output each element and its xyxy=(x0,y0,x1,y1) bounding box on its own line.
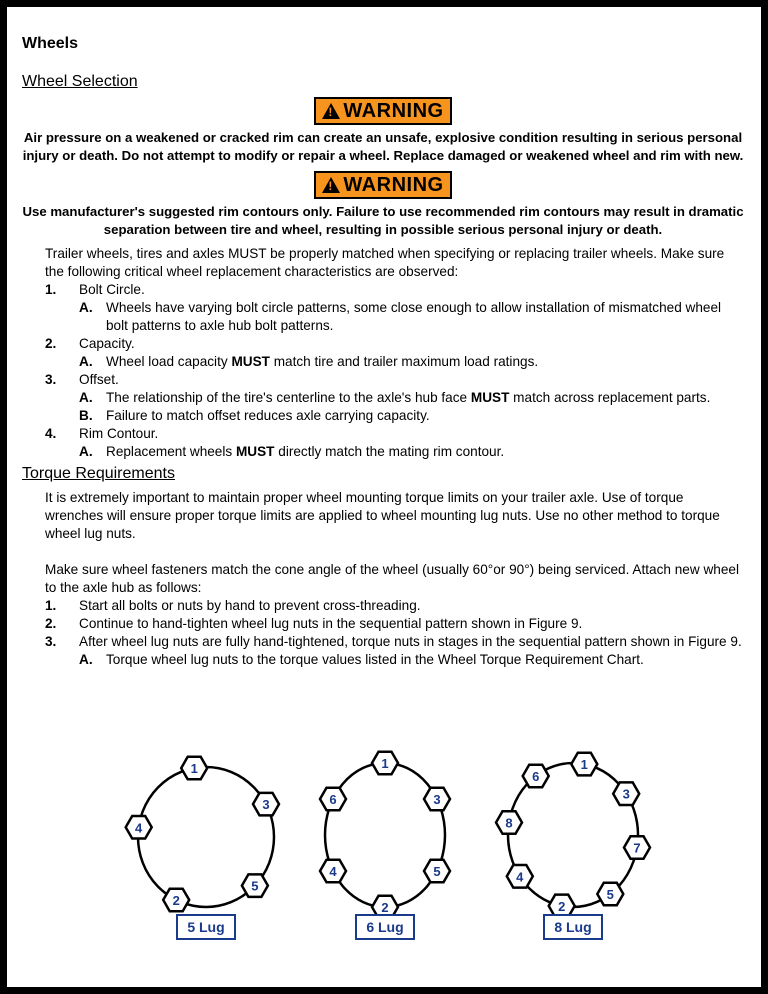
torque-step: 1. Start all bolts or nuts by hand to prevent cross-threading. xyxy=(45,598,421,613)
lug-pattern-diagrams xyxy=(7,747,761,987)
warning-text-1: Air pressure on a weakened or cracked rim can create an unsafe, explosive condition resulting in serious personal injury or death. Do not attempt to modify or repair a wheel. Replace damaged or weakened wheel and rim with new. xyxy=(22,130,744,163)
page xyxy=(7,7,761,987)
section-heading-wheel-selection: Wheel Selection xyxy=(22,73,138,90)
list-subitem: B. Failure to match offset reduces axle carrying capacity. xyxy=(79,408,430,423)
torque-step: 3. After wheel lug nuts are fully hand-tightened, torque nuts in stages in the sequential pattern shown in Figure 9. xyxy=(45,634,742,649)
lug-nut-number: 5 xyxy=(251,878,259,894)
lug-nut-number: 8 xyxy=(505,815,513,831)
content xyxy=(22,35,744,669)
lug-nut-number: 3 xyxy=(262,797,270,813)
lug-nut-number: 7 xyxy=(633,840,641,856)
lug-nut-number: 3 xyxy=(622,786,630,802)
list-subitem: A. Wheel load capacity MUST match tire and trailer maximum load ratings. xyxy=(79,354,539,369)
list-text: Capacity. xyxy=(79,336,135,351)
lug-nut-number: 6 xyxy=(329,792,337,807)
list-subitem: A. Wheels have varying bolt circle patterns, some close enough to allow installation of mismatched wheel bolt patterns to axle hub bolt patterns. xyxy=(79,300,722,333)
warning-text-2: Use manufacturer's suggested rim contours only. Failure to use recommended rim contours may result in dramatic separation between tire and wheel, resulting in possible serious personal injury or death. xyxy=(22,204,744,237)
torque-step: 2. Continue to hand-tighten wheel lug nuts in the sequential pattern shown in Figure 9. xyxy=(45,616,583,631)
lug-nut-number: 4 xyxy=(516,869,524,885)
lug-nut-number: 5 xyxy=(606,886,614,902)
list-item xyxy=(45,335,744,353)
intro-paragraph: Trailer wheels, tires and axles MUST be properly matched when specifying or replacing trailer wheels. Make sure the following critical wheel replacement characteristics are observed: xyxy=(45,246,725,279)
warning-triangle-icon: ! xyxy=(322,103,340,119)
characteristics-list xyxy=(45,281,744,461)
list-number: 1. xyxy=(45,282,57,297)
torque-step-3-sub: A. Torque wheel lug nuts to the torque values listed in the Wheel Torque Requirement Chart. xyxy=(79,652,644,667)
torque-paragraph-1: It is extremely important to maintain proper wheel mounting torque limits on your trailer axle. Use of torque wrenches will ensure proper torque limits are applied to wheel mounting lug nuts. Use no other method to torque wheel lug nuts. xyxy=(45,490,720,541)
list-number: 2. xyxy=(45,336,57,351)
list-subitem: A. Replacement wheels MUST directly match the mating rim contour. xyxy=(79,444,505,459)
list-number: 4. xyxy=(45,426,57,441)
lug-diagram xyxy=(496,753,650,939)
warning-badge-2: ! WARNING xyxy=(22,171,744,199)
lug-diagram xyxy=(126,757,279,939)
torque-steps-list xyxy=(45,597,744,651)
lug-nut-number: 2 xyxy=(381,900,389,915)
lug-nut-number: 1 xyxy=(580,757,588,773)
lug-nut-number: 4 xyxy=(135,820,143,836)
warning-triangle-icon: ! xyxy=(322,177,340,193)
warning-badge-1: ! WARNING xyxy=(22,97,744,125)
lug-nut-number: 2 xyxy=(558,898,566,914)
list-item xyxy=(45,371,744,389)
wheel-circle xyxy=(325,763,445,907)
lug-nut-number: 3 xyxy=(433,792,441,807)
lug-nut-number: 2 xyxy=(172,892,180,908)
section-heading-torque: Torque Requirements xyxy=(22,465,175,482)
list-number: 3. xyxy=(45,372,57,387)
list-item xyxy=(45,281,744,299)
list-subitem: A. The relationship of the tire's centerline to the axle's hub face MUST match across replacement parts. xyxy=(79,390,711,405)
lug-nut-number: 6 xyxy=(532,769,540,785)
lug-diagram xyxy=(320,752,450,939)
torque-body xyxy=(22,489,744,669)
lug-nut-number: 4 xyxy=(329,864,337,879)
list-text: Offset. xyxy=(79,372,119,387)
lug-nut-number: 5 xyxy=(433,864,441,879)
list-item xyxy=(45,425,744,443)
lug-label: 6 Lug xyxy=(366,919,404,935)
lug-label: 5 Lug xyxy=(187,919,225,935)
page-title: Wheels xyxy=(22,35,79,52)
torque-paragraph-2: Make sure wheel fasteners match the cone angle of the wheel (usually 60°or 90°) being serviced. Attach new wheel to the axle hub as follows: xyxy=(45,562,739,595)
list-text: Bolt Circle. xyxy=(79,282,145,297)
wheel-selection-body xyxy=(22,245,744,461)
lug-nut-number: 1 xyxy=(381,756,389,771)
lug-nut-number: 1 xyxy=(190,761,198,777)
lug-label: 8 Lug xyxy=(554,919,592,935)
list-text: Rim Contour. xyxy=(79,426,159,441)
